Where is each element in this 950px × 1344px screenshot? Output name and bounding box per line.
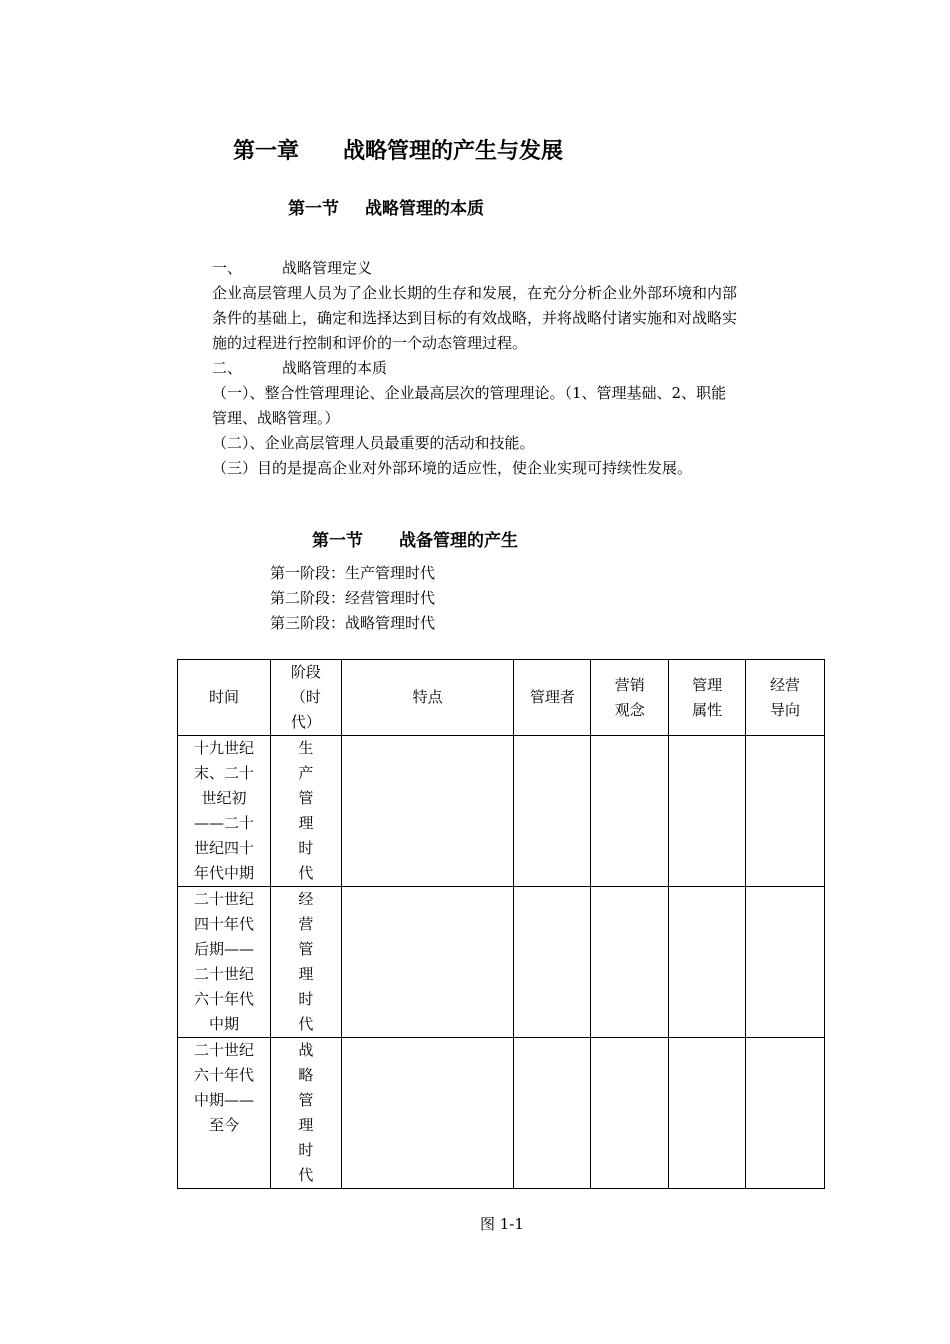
- row1-stage: 生产管理时代: [270, 736, 341, 887]
- table-row: [178, 1038, 825, 1189]
- row3-stage: 战略管理时代: [270, 1038, 341, 1189]
- row3-features: [341, 1038, 514, 1189]
- row1-management-attribute: [669, 736, 746, 887]
- definition-heading-number: 一、: [212, 259, 243, 277]
- header-business-orientation: 经营导向: [746, 660, 825, 736]
- row2-stage: 经营管理时代: [270, 887, 341, 1038]
- row3-time: 二十世纪六十年代中期——至今: [178, 1038, 271, 1189]
- stage-3: 第三阶段：战略管理时代: [270, 614, 436, 632]
- row2-marketing-concept: [591, 887, 669, 1038]
- table-row: [178, 736, 825, 887]
- definition-line-1: 企业高层管理人员为了企业长期的生存和发展，在充分分析企业外部环境和内部: [212, 284, 738, 302]
- essence-heading-number: 二、: [212, 359, 243, 377]
- row2-business-orientation: [746, 887, 825, 1038]
- essence-line-3: （二）、企业高层管理人员最重要的活动和技能。: [212, 434, 535, 452]
- history-table: [177, 659, 825, 1189]
- row1-business-orientation: [746, 736, 825, 887]
- row3-management-attribute: [669, 1038, 746, 1189]
- section1-number: 第一节: [288, 199, 339, 219]
- header-marketing-concept: 营销观念: [591, 660, 669, 736]
- section2-title: [312, 526, 518, 551]
- chapter-title-text: 战略管理的产生与发展: [343, 139, 564, 164]
- section2-number: 第一节: [312, 531, 363, 551]
- essence-heading: [212, 356, 387, 381]
- row3-marketing-concept: [591, 1038, 669, 1189]
- definition-line-3: 施的过程进行控制和评价的一个动态管理过程。: [212, 334, 528, 352]
- row1-time: 十九世纪末、二十世纪初——二十世纪四十年代中期: [178, 736, 271, 887]
- essence-line-4: （三）目的是提高企业对外部环境的适应性，使企业实现可持续性发展。: [212, 459, 693, 477]
- definition-line-2: 条件的基础上，确定和选择达到目标的有效战略，并将战略付诸实施和对战略实: [212, 309, 738, 327]
- stage-1: 第一阶段：生产管理时代: [270, 564, 436, 582]
- stage-2: 第二阶段：经营管理时代: [270, 589, 436, 607]
- header-manager: 管理者: [514, 660, 591, 736]
- chapter-number: 第一章: [233, 139, 300, 164]
- definition-heading: [212, 256, 372, 281]
- header-management-attribute: 管理属性: [669, 660, 746, 736]
- header-stage: 阶段（时代）: [270, 660, 341, 736]
- row3-business-orientation: [746, 1038, 825, 1189]
- header-time: 时间: [178, 660, 271, 736]
- row1-features: [341, 736, 514, 887]
- essence-heading-text: 战略管理的本质: [282, 359, 388, 377]
- header-features: 特点: [341, 660, 514, 736]
- essence-line-1: （一）、整合性管理理论、企业最高层次的管理理论。（1、管理基础、2、职能: [212, 384, 727, 402]
- row2-manager: [514, 887, 591, 1038]
- row1-manager: [514, 736, 591, 887]
- definition-heading-text: 战略管理定义: [282, 259, 373, 277]
- chapter-title: [233, 134, 563, 165]
- row2-management-attribute: [669, 887, 746, 1038]
- section2-title-text: 战备管理的产生: [399, 531, 518, 551]
- essence-line-2: 管理、战略管理。）: [212, 409, 340, 427]
- section1-title-text: 战略管理的本质: [365, 199, 484, 219]
- section1-title: [288, 194, 484, 219]
- row2-time: 二十世纪四十年代后期——二十世纪六十年代中期: [178, 887, 271, 1038]
- row2-features: [341, 887, 514, 1038]
- table-row: [178, 887, 825, 1038]
- table-header-row: [178, 660, 825, 736]
- figure-caption: 图 1-1: [480, 1215, 524, 1233]
- row3-manager: [514, 1038, 591, 1189]
- row1-marketing-concept: [591, 736, 669, 887]
